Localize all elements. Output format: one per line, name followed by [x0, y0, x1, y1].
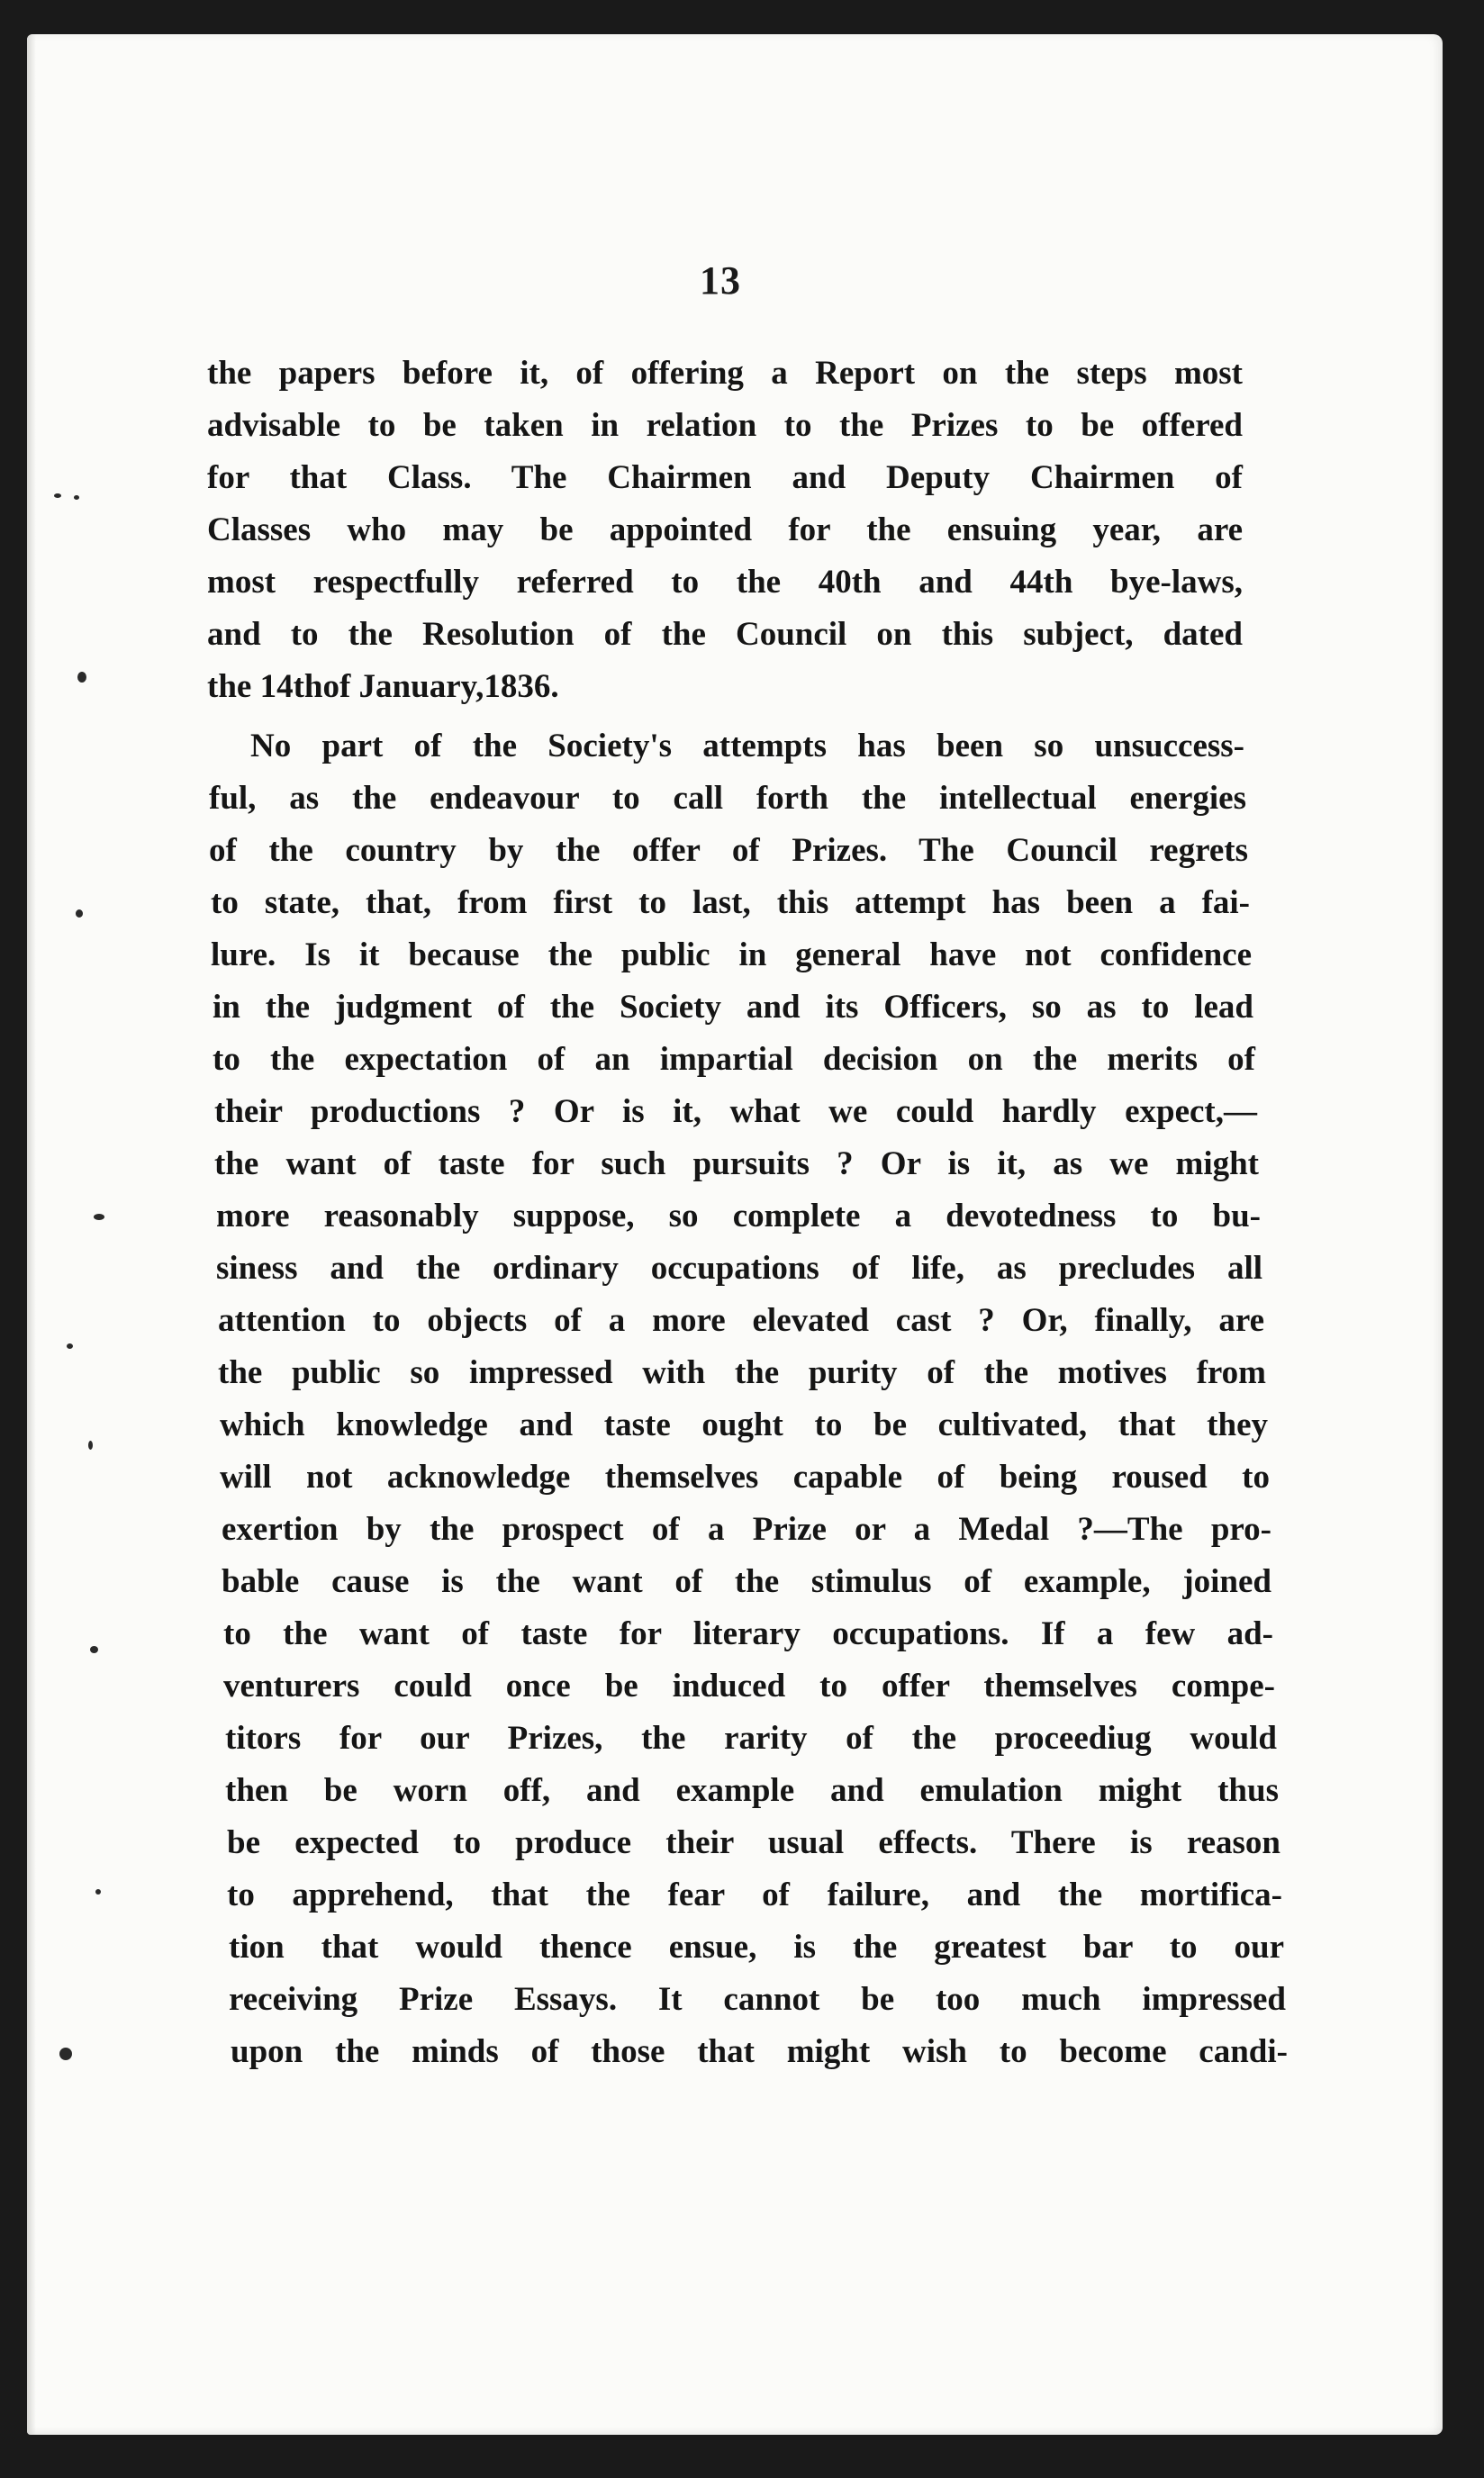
text-line: of the country by the offer of Prizes. The Council regrets [209, 832, 1248, 869]
ink-speck [90, 1646, 98, 1653]
text-line: for that Class. The Chairmen and Deputy Chairmen of [207, 459, 1243, 496]
text-line: to the want of taste for literary occupations. If a few ad- [223, 1615, 1273, 1652]
text-line: lure. Is it because the public in general have not confidence [211, 936, 1252, 973]
ink-speck [67, 1343, 73, 1349]
ink-speck [94, 1214, 104, 1220]
ink-speck [88, 1441, 93, 1450]
text-line: Classes who may be appointed for the ensuing year, are [207, 511, 1243, 548]
text-line: attention to objects of a more elevated cast ? Or, finally, are [218, 1302, 1264, 1339]
book-page [27, 34, 1443, 2435]
text-line: their productions ? Or is it, what we could hardly expect,— [214, 1093, 1257, 1130]
page-number: 13 [700, 258, 741, 303]
text-line: and to the Resolution of the Council on this subject, dated [207, 616, 1243, 653]
text-line: more reasonably suppose, so complete a devotedness to bu- [216, 1198, 1261, 1234]
text-line: to apprehend, that the fear of failure, and the mortifica- [227, 1877, 1282, 1913]
text-line: advisable to be taken in relation to the Prizes to be offered [207, 407, 1243, 444]
text-line: bable cause is the want of the stimulus of example, joined [222, 1563, 1271, 1600]
ink-speck [77, 672, 86, 683]
text-line: ful, as the endeavour to call forth the intellectual energies [209, 780, 1246, 817]
text-line: venturers could once be induced to offer themselves compe- [223, 1668, 1275, 1705]
text-line: siness and the ordinary occupations of life, as precludes all [216, 1250, 1262, 1287]
text-line: the papers before it, of offering a Report on the steps most [207, 355, 1243, 392]
text-line: the public so impressed with the purity of the motives from [218, 1354, 1266, 1391]
text-line: will not acknowledge themselves capable of being roused to [220, 1459, 1270, 1496]
text-line: which knowledge and taste ought to be cultivated, that they [220, 1406, 1268, 1443]
ink-speck [76, 909, 83, 918]
text-line: to the expectation of an impartial decision on the merits of [213, 1041, 1255, 1078]
text-line: in the judgment of the Society and its Officers, so as to lead [213, 989, 1253, 1026]
text-line: most respectfully referred to the 40th and 44th bye-laws, [207, 564, 1243, 601]
ink-speck [95, 1889, 101, 1895]
ink-speck [54, 493, 61, 498]
text-line: titors for our Prizes, the rarity of the proceediug would [225, 1720, 1277, 1757]
text-line: tion that would thence ensue, is the greatest bar to our [229, 1929, 1284, 1966]
text-line: then be worn off, and example and emulation might thus [225, 1772, 1279, 1809]
ink-speck [59, 2048, 72, 2060]
text-line: receiving Prize Essays. It cannot be too much impressed [229, 1981, 1286, 2018]
text-line: the want of taste for such pursuits ? Or is it, as we might [214, 1145, 1259, 1182]
text-line: the 14thof January,1836. [207, 668, 559, 705]
ink-speck [74, 495, 79, 500]
text-line: to state, that, from first to last, this attempt has been a fai- [211, 884, 1250, 921]
text-line: No part of the Society's attempts has been so unsuccess- [250, 728, 1244, 764]
text-line: upon the minds of those that might wish to become candi- [231, 2033, 1288, 2070]
text-line: exertion by the prospect of a Prize or a Medal ?—The pro- [222, 1511, 1271, 1548]
page-spine-shadow [27, 34, 36, 2435]
text-line: be expected to produce their usual effects. There is reason [227, 1824, 1280, 1861]
